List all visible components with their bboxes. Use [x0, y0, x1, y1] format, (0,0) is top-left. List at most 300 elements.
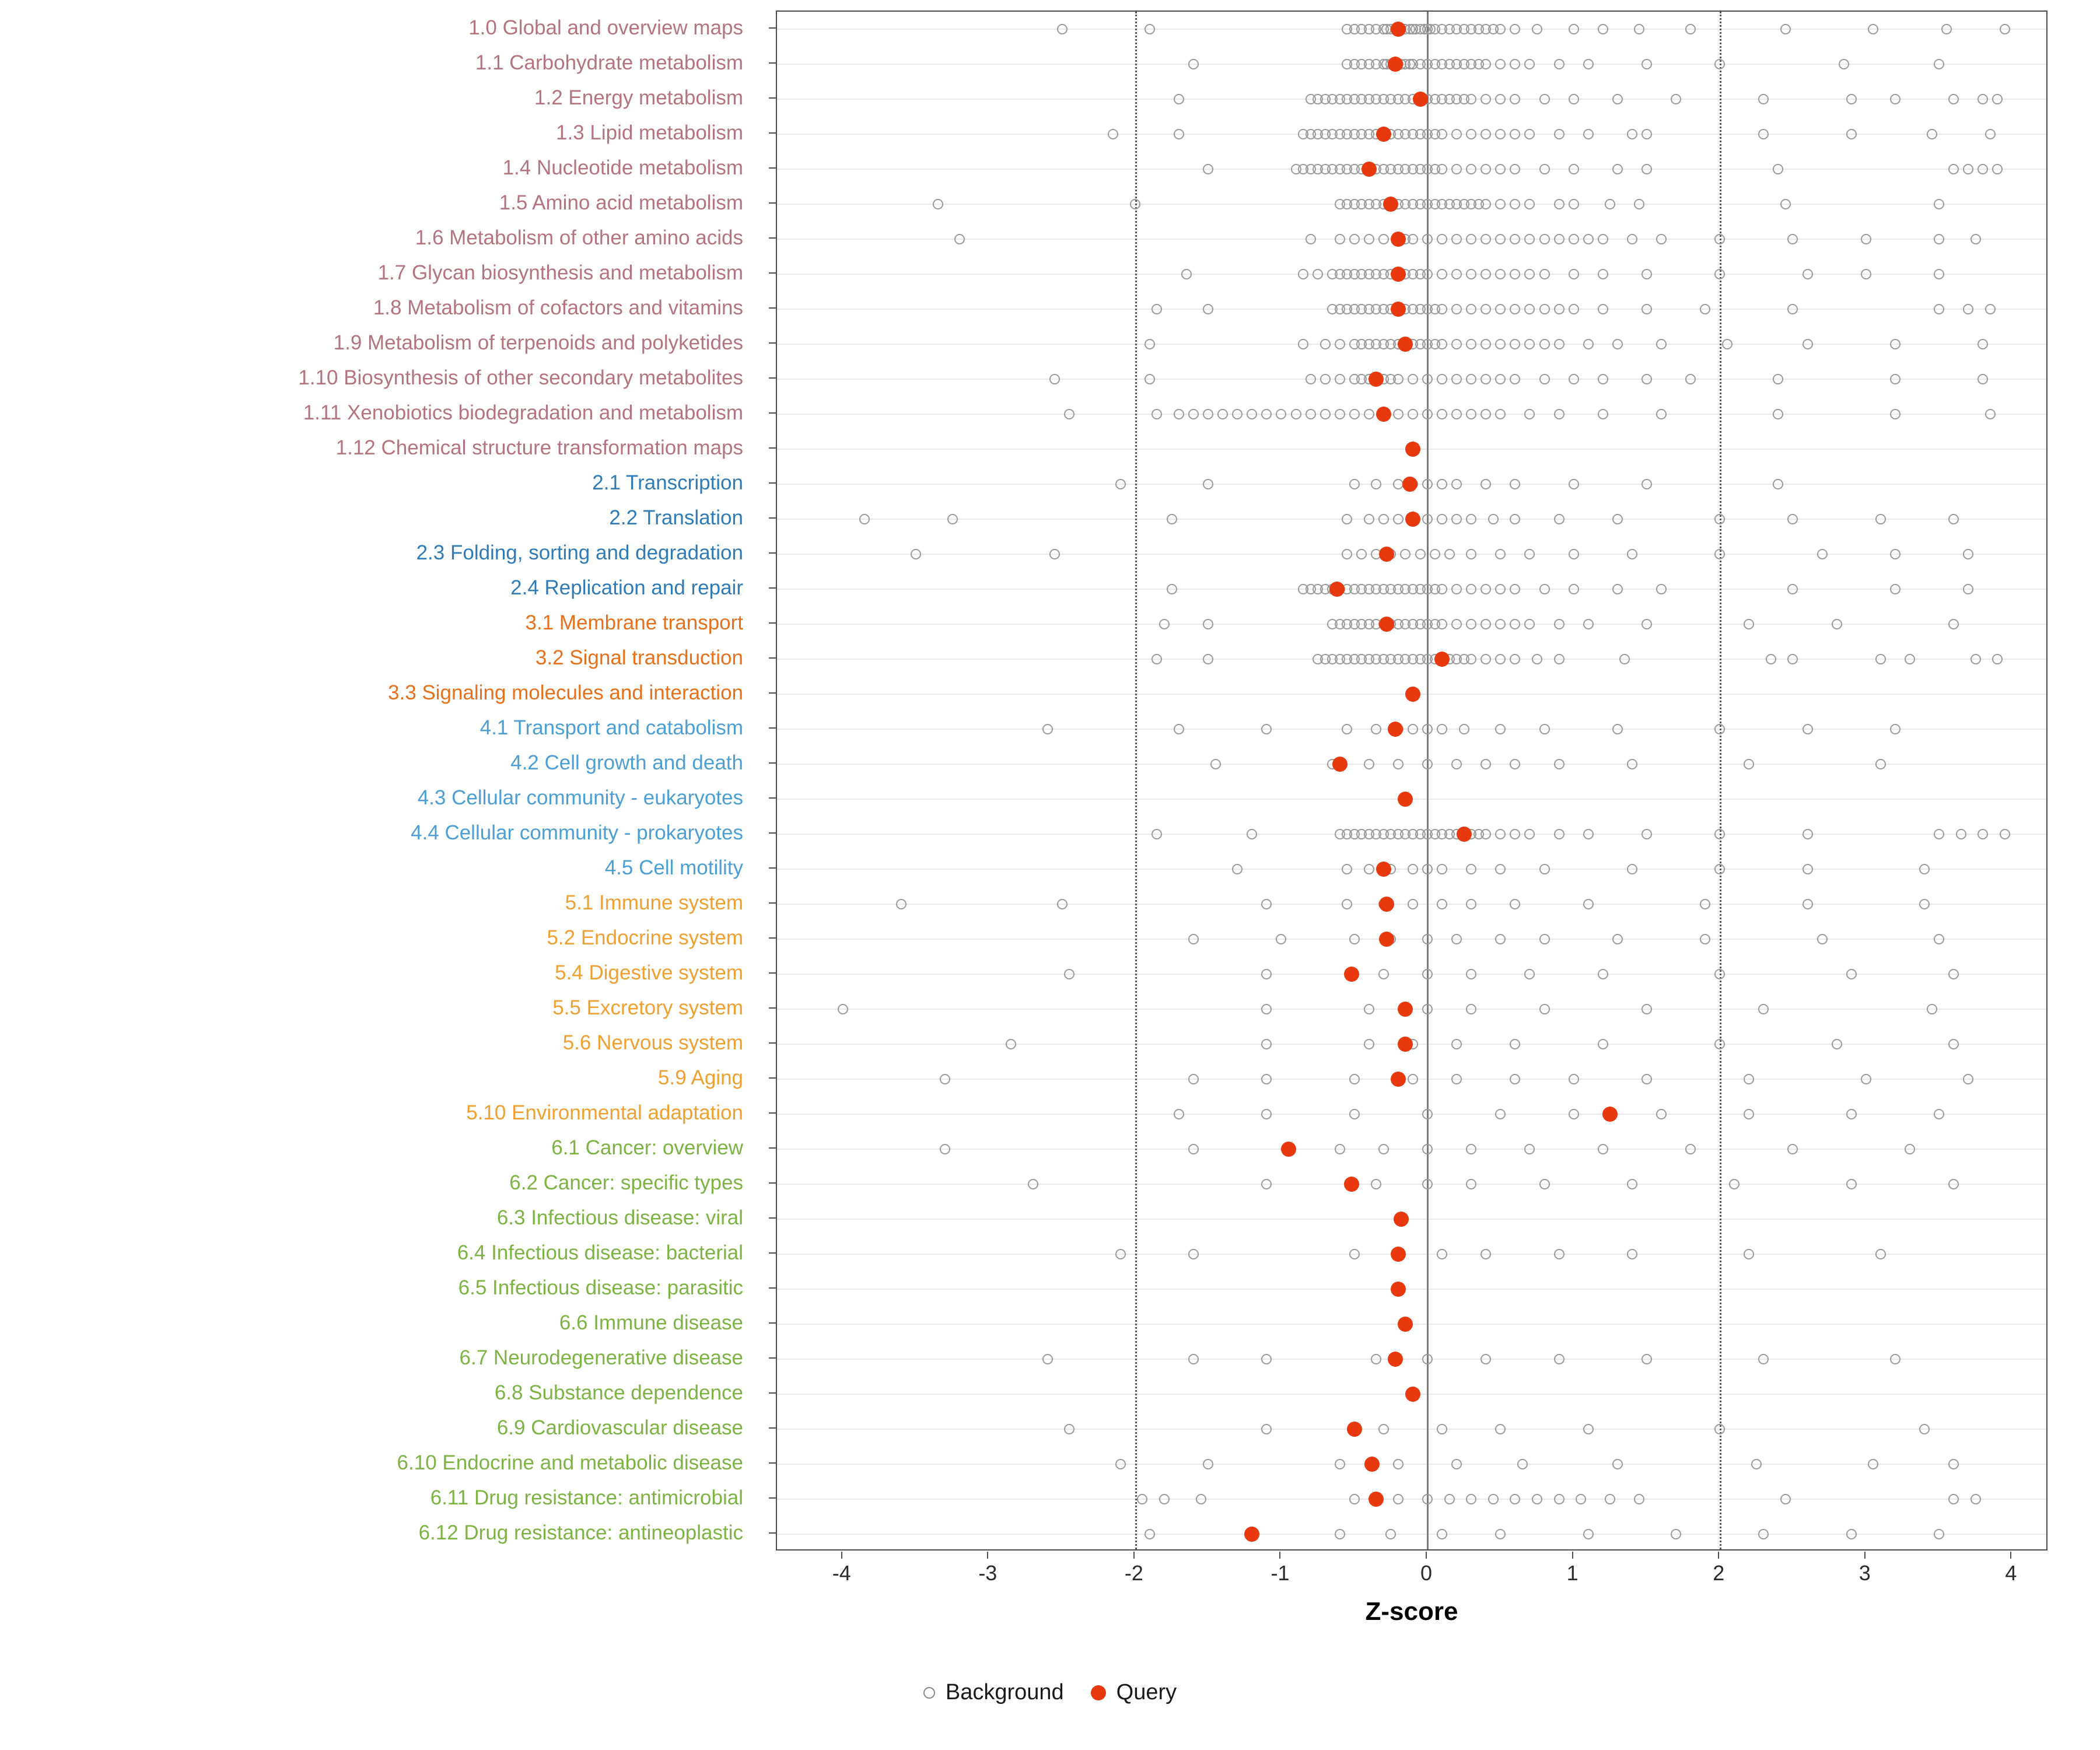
background-point — [1495, 654, 1506, 664]
background-point — [1495, 829, 1506, 839]
background-point — [1510, 164, 1520, 174]
background-point — [1480, 269, 1491, 279]
background-point — [1437, 409, 1447, 419]
background-point — [1451, 584, 1462, 594]
background-point — [1298, 339, 1308, 349]
background-point — [1890, 1354, 1901, 1364]
reference-line-dotted — [1135, 12, 1137, 1549]
background-point — [1992, 654, 2003, 664]
background-point — [1963, 1074, 1973, 1084]
background-point — [1948, 1494, 1959, 1504]
query-point — [1368, 1492, 1384, 1507]
background-point — [1642, 829, 1652, 839]
background-point — [1451, 1039, 1462, 1049]
background-point — [1466, 619, 1476, 629]
background-point — [1510, 1074, 1520, 1084]
background-point — [1524, 59, 1535, 69]
query-point — [1388, 57, 1403, 72]
y-axis-tick — [769, 342, 776, 344]
background-point — [1978, 164, 1988, 174]
background-point — [1583, 1529, 1594, 1539]
background-point — [1714, 514, 1725, 524]
background-point — [1934, 269, 1944, 279]
background-point — [1378, 1144, 1389, 1154]
background-point — [1787, 234, 1798, 244]
background-point — [1554, 129, 1564, 139]
background-point — [1349, 934, 1360, 944]
background-point — [1466, 899, 1476, 909]
background-point — [1480, 1354, 1491, 1364]
background-point — [1524, 1144, 1535, 1154]
background-point — [1437, 129, 1447, 139]
background-point — [1408, 374, 1418, 384]
background-point — [1773, 479, 1783, 489]
background-point — [1992, 94, 2003, 104]
background-point — [1217, 409, 1228, 419]
background-point — [1890, 549, 1901, 559]
background-point — [1722, 339, 1732, 349]
background-point — [1524, 829, 1535, 839]
y-axis-tick-label: 1.12 Chemical structure transformation maps — [335, 436, 743, 459]
background-point — [1393, 1494, 1404, 1504]
background-point — [1378, 969, 1389, 979]
background-point — [1963, 164, 1973, 174]
background-point — [1919, 899, 1930, 909]
background-point — [1188, 409, 1199, 419]
background-point — [1510, 619, 1520, 629]
background-point — [1196, 1494, 1206, 1504]
background-point — [1510, 339, 1520, 349]
x-axis-tick — [1133, 1552, 1135, 1559]
y-axis-tick-label: 6.7 Neurodegenerative disease — [459, 1346, 743, 1369]
grid-line — [777, 1254, 2046, 1255]
background-point — [1803, 899, 1813, 909]
x-axis-tick — [1572, 1552, 1573, 1559]
background-point — [1875, 654, 1886, 664]
background-point — [1598, 304, 1608, 314]
background-point — [1627, 234, 1637, 244]
background-point — [1934, 934, 1944, 944]
background-point — [1583, 619, 1594, 629]
background-point — [1642, 1004, 1652, 1014]
background-point — [1510, 269, 1520, 279]
background-point — [947, 514, 958, 524]
background-point — [1437, 164, 1447, 174]
background-point — [1671, 94, 1681, 104]
background-point — [1466, 654, 1476, 664]
background-point — [1261, 1039, 1272, 1049]
background-point — [1057, 24, 1068, 34]
background-point — [1422, 1004, 1433, 1014]
background-point — [1422, 514, 1433, 524]
background-point — [1539, 234, 1550, 244]
y-axis-tick — [769, 1287, 776, 1289]
y-axis-tick-label: 6.12 Drug resistance: antineoplastic — [418, 1521, 743, 1544]
background-point — [1554, 1354, 1564, 1364]
background-point — [1437, 514, 1447, 524]
background-point — [1605, 1494, 1615, 1504]
y-axis-tick — [769, 727, 776, 729]
background-point — [1451, 479, 1462, 489]
background-point — [1671, 1529, 1681, 1539]
background-point — [1495, 234, 1506, 244]
background-point — [1714, 269, 1725, 279]
background-point — [1495, 339, 1506, 349]
background-point — [1642, 269, 1652, 279]
legend-item-query — [1091, 1680, 1177, 1705]
background-point — [1488, 1494, 1499, 1504]
y-axis-tick — [769, 307, 776, 309]
background-point — [1451, 269, 1462, 279]
background-point — [1971, 654, 1981, 664]
background-point — [1444, 549, 1455, 559]
background-point — [1875, 759, 1886, 769]
background-point — [1261, 899, 1272, 909]
background-point — [1919, 864, 1930, 874]
background-point — [1714, 1039, 1725, 1049]
grid-line — [777, 1499, 2046, 1500]
y-axis-tick — [769, 482, 776, 484]
x-axis-tick — [1864, 1552, 1866, 1559]
background-point — [1480, 339, 1491, 349]
query-marker-icon — [1091, 1685, 1106, 1700]
x-axis-tick-label: 3 — [1859, 1561, 1871, 1585]
background-point — [1451, 304, 1462, 314]
background-point — [1466, 94, 1476, 104]
background-point — [1349, 234, 1360, 244]
background-point — [1832, 619, 1842, 629]
background-point — [1466, 374, 1476, 384]
background-point — [1480, 829, 1491, 839]
y-axis-tick — [769, 1217, 776, 1219]
background-point — [1642, 619, 1652, 629]
y-axis-tick-label: 1.0 Global and overview maps — [468, 16, 743, 39]
background-point — [1422, 269, 1433, 279]
y-axis-tick — [769, 237, 776, 239]
background-point — [1890, 409, 1901, 419]
background-point — [1188, 1354, 1199, 1364]
background-point — [1261, 1004, 1272, 1014]
background-point — [1583, 899, 1594, 909]
background-point — [1495, 1109, 1506, 1119]
query-point — [1402, 477, 1418, 492]
query-point — [1391, 267, 1406, 282]
query-point — [1344, 967, 1359, 982]
background-point — [1466, 304, 1476, 314]
background-point — [1532, 654, 1542, 664]
background-point — [1758, 1354, 1769, 1364]
background-point — [1466, 234, 1476, 244]
background-point — [1554, 409, 1564, 419]
background-point — [1422, 1144, 1433, 1154]
query-point — [1391, 1247, 1406, 1262]
background-point — [940, 1144, 950, 1154]
background-point — [1115, 1249, 1126, 1259]
y-axis-tick-label: 6.8 Substance dependence — [494, 1381, 743, 1404]
background-point — [1349, 1074, 1360, 1084]
background-point — [1159, 619, 1170, 629]
background-point — [1335, 374, 1345, 384]
background-point — [1524, 199, 1535, 209]
query-point — [1329, 582, 1345, 597]
y-axis-tick-label: 5.9 Aging — [658, 1066, 743, 1089]
background-point — [1758, 129, 1769, 139]
background-point — [1554, 339, 1564, 349]
background-point — [1335, 234, 1345, 244]
background-point — [1342, 514, 1352, 524]
background-point — [1437, 1529, 1447, 1539]
background-point — [1152, 654, 1162, 664]
background-point — [1846, 94, 1857, 104]
background-point — [1539, 864, 1550, 874]
y-axis-tick-label: 2.4 Replication and repair — [510, 576, 743, 599]
background-point — [1985, 304, 1996, 314]
background-point — [954, 234, 965, 244]
x-axis-tick — [1718, 1552, 1719, 1559]
background-point — [1861, 234, 1871, 244]
x-axis-tick-label: -3 — [978, 1561, 998, 1585]
background-point — [1773, 374, 1783, 384]
background-point — [1569, 269, 1579, 279]
background-point — [1612, 514, 1623, 524]
background-point — [1466, 584, 1476, 594]
background-point — [1437, 864, 1447, 874]
y-axis-tick-label: 1.1 Carbohydrate metabolism — [475, 51, 743, 74]
background-point — [1495, 374, 1506, 384]
background-point — [1247, 409, 1257, 419]
background-point — [1642, 164, 1652, 174]
background-point — [1247, 829, 1257, 839]
x-axis-tick — [987, 1552, 988, 1559]
background-point — [1948, 94, 1959, 104]
background-point — [1927, 129, 1937, 139]
y-axis-labels — [0, 10, 752, 1550]
background-point — [1532, 1494, 1542, 1504]
background-point — [1832, 1039, 1842, 1049]
y-axis-tick — [769, 692, 776, 694]
background-point — [1430, 549, 1440, 559]
background-point — [1064, 969, 1074, 979]
background-point — [1846, 129, 1857, 139]
background-point — [1539, 164, 1550, 174]
background-point — [1583, 234, 1594, 244]
y-axis-tick — [769, 1112, 776, 1114]
background-point — [1306, 374, 1316, 384]
background-point — [1890, 584, 1901, 594]
background-point — [1714, 1424, 1725, 1434]
background-point — [1787, 1144, 1798, 1154]
y-axis-tick — [769, 1077, 776, 1079]
query-point — [1398, 337, 1413, 352]
y-axis-tick-label: 6.4 Infectious disease: bacterial — [457, 1241, 743, 1264]
y-axis-tick-label: 5.6 Nervous system — [562, 1031, 743, 1054]
background-point — [1466, 969, 1476, 979]
background-point — [1320, 409, 1331, 419]
background-point — [1569, 199, 1579, 209]
background-point — [1963, 584, 1973, 594]
background-point — [1714, 549, 1725, 559]
y-axis-tick-label: 6.2 Cancer: specific types — [509, 1171, 743, 1194]
background-point — [1115, 1459, 1126, 1469]
background-point — [1006, 1039, 1016, 1049]
background-point — [1780, 24, 1791, 34]
query-point — [1394, 1212, 1409, 1227]
y-axis-tick — [769, 1532, 776, 1534]
background-point — [1612, 339, 1623, 349]
x-axis-tick-label: 1 — [1566, 1561, 1578, 1585]
background-point — [1408, 724, 1418, 734]
background-point — [1517, 1459, 1528, 1469]
background-point — [933, 199, 943, 209]
background-point — [1451, 934, 1462, 944]
background-point — [1890, 374, 1901, 384]
background-point — [1934, 1109, 1944, 1119]
query-point — [1391, 302, 1406, 317]
background-point — [1371, 724, 1381, 734]
background-point — [1700, 899, 1710, 909]
background-point — [1927, 1004, 1937, 1014]
x-axis-tick-label: 4 — [2005, 1561, 2017, 1585]
background-point — [1554, 59, 1564, 69]
background-point — [1203, 1459, 1213, 1469]
background-point — [1656, 234, 1667, 244]
background-point — [1408, 1074, 1418, 1084]
background-point — [1422, 1109, 1433, 1119]
background-point — [1598, 409, 1608, 419]
background-point — [1642, 304, 1652, 314]
background-point — [1495, 304, 1506, 314]
background-point — [1803, 864, 1813, 874]
background-point — [1656, 584, 1667, 594]
background-point — [1064, 409, 1074, 419]
background-point — [1978, 94, 1988, 104]
background-point — [1985, 129, 1996, 139]
background-point — [1539, 724, 1550, 734]
background-point — [1364, 1004, 1374, 1014]
background-point — [1773, 164, 1783, 174]
y-axis-tick — [769, 832, 776, 834]
background-point — [1451, 409, 1462, 419]
background-point — [1408, 409, 1418, 419]
query-point — [1405, 1387, 1420, 1402]
background-point — [1261, 1354, 1272, 1364]
query-point — [1413, 92, 1428, 107]
y-axis-tick — [769, 1357, 776, 1359]
background-point — [1656, 409, 1667, 419]
background-point — [1488, 514, 1499, 524]
background-point — [1466, 1004, 1476, 1014]
background-point — [1028, 1179, 1038, 1189]
background-point — [1919, 1424, 1930, 1434]
background-point — [1510, 199, 1520, 209]
background-point — [1524, 234, 1535, 244]
background-point — [1554, 304, 1564, 314]
background-point — [1320, 374, 1331, 384]
y-axis-tick-label: 4.2 Cell growth and death — [510, 751, 743, 774]
background-point — [1787, 654, 1798, 664]
background-point — [896, 899, 907, 909]
background-point — [1364, 1039, 1374, 1049]
y-axis-tick — [769, 1392, 776, 1394]
background-point — [859, 514, 870, 524]
background-point — [1510, 829, 1520, 839]
background-point — [1714, 864, 1725, 874]
background-point — [1152, 304, 1162, 314]
background-point — [1583, 829, 1594, 839]
y-axis-tick — [769, 657, 776, 659]
background-point — [1598, 234, 1608, 244]
background-point — [1451, 129, 1462, 139]
background-point — [1451, 514, 1462, 524]
background-point — [1948, 1179, 1959, 1189]
y-axis-tick-label: 5.1 Immune system — [565, 891, 743, 914]
y-axis-tick — [769, 972, 776, 974]
background-point — [1480, 584, 1491, 594]
background-point — [1971, 1494, 1981, 1504]
background-point — [1642, 1074, 1652, 1084]
background-point — [1437, 584, 1447, 594]
x-axis-tick-label: -2 — [1124, 1561, 1143, 1585]
y-axis-tick — [769, 622, 776, 624]
background-point — [1642, 1354, 1652, 1364]
background-point — [1152, 829, 1162, 839]
y-axis-tick — [769, 447, 776, 449]
background-point — [1393, 514, 1404, 524]
background-point — [1817, 549, 1828, 559]
background-point — [1408, 899, 1418, 909]
y-axis-tick-label: 6.1 Cancer: overview — [551, 1136, 743, 1159]
background-point — [1569, 164, 1579, 174]
background-point — [1495, 619, 1506, 629]
background-point — [1941, 24, 1952, 34]
background-point — [1780, 199, 1791, 209]
background-point — [1539, 934, 1550, 944]
grid-line — [777, 1359, 2046, 1360]
background-point — [1554, 759, 1564, 769]
background-point — [1371, 479, 1381, 489]
background-point — [1495, 269, 1506, 279]
grid-line — [777, 1429, 2046, 1430]
background-point — [1495, 409, 1506, 419]
background-point — [1729, 1179, 1740, 1189]
query-point — [1405, 442, 1420, 457]
background-point — [1861, 269, 1871, 279]
x-axis-tick — [2010, 1552, 2011, 1559]
background-point — [1803, 339, 1813, 349]
background-point — [1934, 234, 1944, 244]
background-point — [1495, 584, 1506, 594]
y-axis-tick — [769, 797, 776, 799]
background-point — [1174, 1109, 1184, 1119]
background-point — [1510, 584, 1520, 594]
background-point — [1188, 1249, 1199, 1259]
background-point — [1356, 549, 1367, 559]
background-point — [1320, 339, 1331, 349]
background-point — [1510, 374, 1520, 384]
background-point — [1510, 514, 1520, 524]
y-axis-tick — [769, 587, 776, 589]
y-axis-tick-label: 6.5 Infectious disease: parasitic — [458, 1276, 743, 1299]
background-point — [1378, 234, 1389, 244]
background-point — [1152, 409, 1162, 419]
background-point — [1510, 304, 1520, 314]
grid-line — [777, 1219, 2046, 1220]
background-point — [940, 1074, 950, 1084]
grid-line — [777, 1289, 2046, 1290]
background-point — [1744, 1109, 1754, 1119]
background-point — [1524, 409, 1535, 419]
background-point — [1495, 724, 1506, 734]
